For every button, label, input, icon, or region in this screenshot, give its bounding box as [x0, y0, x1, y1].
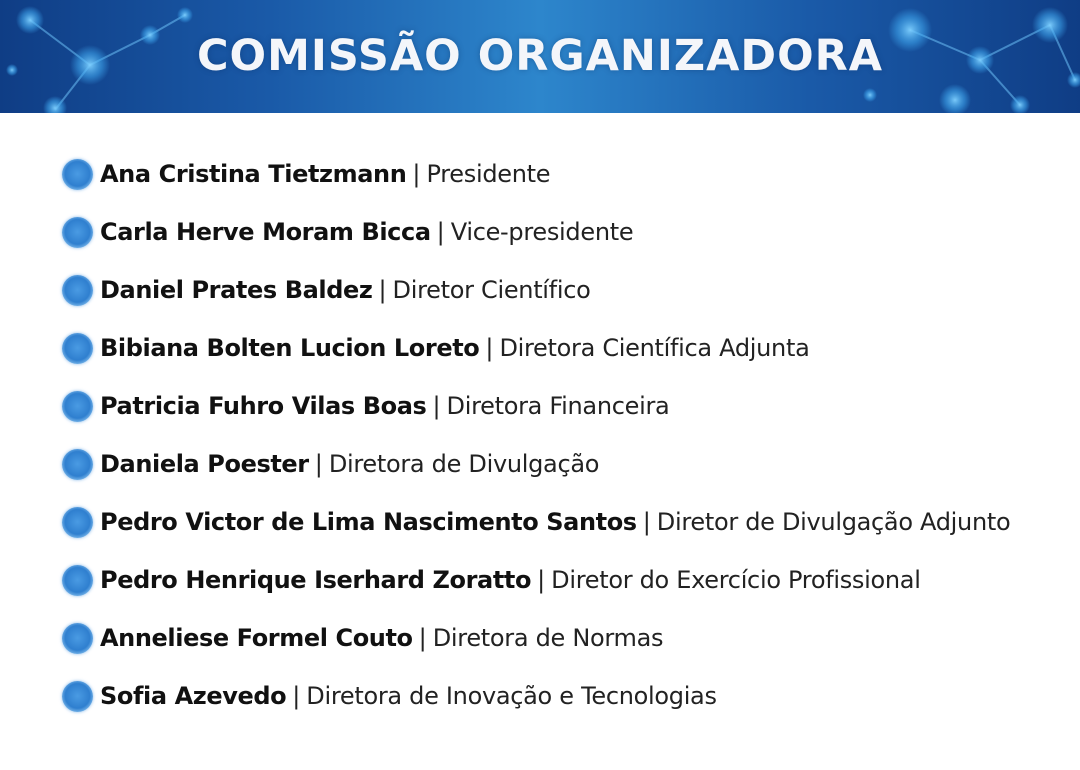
bullet-dot-icon: [62, 681, 93, 712]
member-name: Carla Herve Moram Bicca: [100, 218, 431, 246]
member-name: Patricia Fuhro Vilas Boas: [100, 392, 427, 420]
member-name: Daniel Prates Baldez: [100, 276, 373, 304]
list-item: [0, 377, 1080, 435]
list-item: [0, 435, 1080, 493]
member-role: Presidente: [426, 160, 551, 188]
separator: |: [418, 624, 427, 652]
list-item: [0, 261, 1080, 319]
member-name: Sofia Azevedo: [100, 682, 287, 710]
separator: |: [378, 276, 387, 304]
member-name: Bibiana Bolten Lucion Loreto: [100, 334, 480, 362]
member-role: Diretor Científico: [392, 276, 591, 304]
member-role: Diretora de Normas: [432, 624, 664, 652]
member-name: Pedro Henrique Iserhard Zoratto: [100, 566, 532, 594]
page-title: COMISSÃO ORGANIZADORA: [196, 31, 884, 81]
list-item: [0, 551, 1080, 609]
member-role: Diretora Científica Adjunta: [499, 334, 810, 362]
separator: |: [436, 218, 445, 246]
list-item: [0, 493, 1080, 551]
committee-member-list: [0, 145, 1080, 725]
separator: |: [412, 160, 421, 188]
bullet-dot-icon: [62, 333, 93, 364]
separator: |: [432, 392, 441, 420]
member-name: Anneliese Formel Couto: [100, 624, 413, 652]
separator: |: [314, 450, 323, 478]
separator: |: [485, 334, 494, 362]
member-role: Vice-presidente: [450, 218, 634, 246]
separator: |: [292, 682, 301, 710]
member-role: Diretora Financeira: [446, 392, 670, 420]
bullet-dot-icon: [62, 217, 93, 248]
separator: |: [642, 508, 651, 536]
member-name: Pedro Victor de Lima Nascimento Santos: [100, 508, 637, 536]
member-role: Diretor de Divulgação Adjunto: [656, 508, 1011, 536]
bullet-dot-icon: [62, 507, 93, 538]
list-item: [0, 319, 1080, 377]
header-banner: [0, 0, 1080, 113]
member-role: Diretor do Exercício Profissional: [551, 566, 921, 594]
list-item: [0, 145, 1080, 203]
member-role: Diretora de Divulgação: [328, 450, 600, 478]
member-name: Ana Cristina Tietzmann: [100, 160, 407, 188]
bullet-dot-icon: [62, 449, 93, 480]
separator: |: [537, 566, 546, 594]
bullet-dot-icon: [62, 275, 93, 306]
bullet-dot-icon: [62, 623, 93, 654]
bullet-dot-icon: [62, 159, 93, 190]
list-item: [0, 203, 1080, 261]
list-item: [0, 609, 1080, 667]
bullet-dot-icon: [62, 391, 93, 422]
list-item: [0, 667, 1080, 725]
member-role: Diretora de Inovação e Tecnologias: [306, 682, 717, 710]
member-name: Daniela Poester: [100, 450, 309, 478]
bullet-dot-icon: [62, 565, 93, 596]
